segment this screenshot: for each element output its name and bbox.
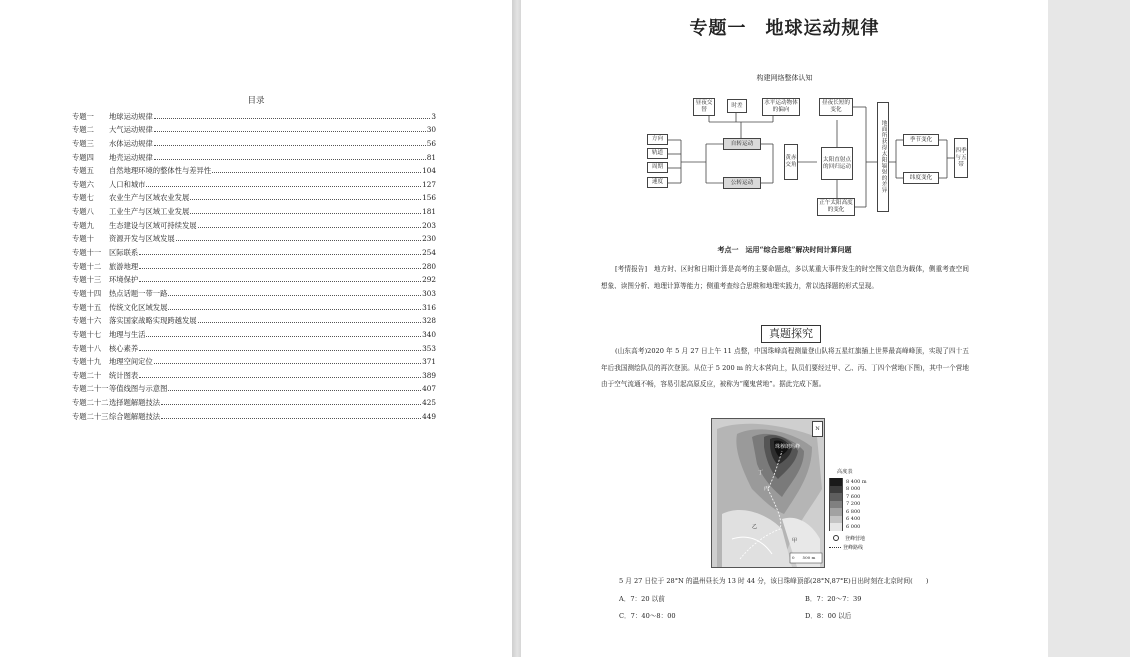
toc-chapter-number: 专题二十二: [72, 398, 109, 408]
toc-list: [72, 107, 436, 421]
camp-circle-icon: [833, 535, 839, 541]
toc-chapter-number: 专题四: [72, 152, 94, 162]
node-noon-altitude: 正午太阳高度的变化: [817, 198, 855, 216]
toc-chapter-number: 专题三: [72, 138, 94, 148]
toc-page-number: 425: [422, 398, 436, 408]
toc-page-number: 280: [422, 261, 436, 271]
toc-leader-dots: [139, 376, 421, 378]
elevation-shading: [712, 419, 824, 567]
chapter-title: 专题一 地球运动规律: [689, 18, 880, 39]
toc-chapter-number: 专题二十三: [72, 411, 109, 421]
toc-leader-dots: [198, 321, 422, 323]
toc-page-number: 104: [422, 166, 436, 176]
legend-level-label: 6 400: [846, 516, 861, 523]
toc-leader-dots: [139, 253, 421, 255]
toc-chapter-number: 专题十一: [72, 248, 102, 258]
toc-row[interactable]: [72, 366, 436, 380]
legend-level-label: 8 400 m: [846, 478, 867, 485]
toc-leader-dots: [190, 212, 421, 214]
node-rotation: 自转运动: [723, 138, 761, 150]
toc-chapter-number: 专题七: [72, 193, 94, 203]
legend-swatch: [829, 523, 843, 531]
camp-bing-label: 丙: [764, 486, 770, 492]
toc-page-number: 303: [422, 288, 436, 298]
toc-leader-dots: [168, 308, 421, 310]
toc-page-number: 407: [422, 384, 436, 394]
legend-level: [829, 493, 899, 501]
legend-swatch: [829, 508, 843, 516]
node-obliquity: 黄赤交角: [784, 144, 798, 180]
page-gap: [512, 0, 521, 657]
toc-row[interactable]: [72, 339, 436, 353]
toc-page-number: 340: [422, 329, 436, 339]
node-orbit: 轨道: [647, 148, 668, 159]
toc-page-number: 203: [422, 220, 436, 230]
toc-row[interactable]: [72, 230, 436, 244]
option-b: B．7：20～7：39: [805, 595, 862, 603]
legend-level-label: 7 600: [846, 493, 861, 500]
toc-row[interactable]: [72, 312, 436, 326]
legend-level: [829, 508, 899, 516]
toc-page-number: 181: [422, 207, 436, 217]
toc-chapter-number: 专题十七: [72, 329, 102, 339]
toc-page-number: 328: [422, 316, 436, 326]
toc-chapter-number: 专题二: [72, 125, 94, 135]
toc-chapter-title: 环境保护: [109, 275, 139, 285]
toc-chapter-number: 专题十四: [72, 288, 102, 298]
option-a: A．7：20 以前: [619, 595, 665, 603]
toc-chapter-number: 专题十九: [72, 357, 102, 367]
toc-chapter-number: 专题二十一: [72, 384, 109, 394]
toc-row[interactable]: [72, 271, 436, 285]
toc-chapter-title: 传统文化区域发展: [109, 302, 168, 312]
legend-level: [829, 501, 899, 509]
toc-chapter-title: 大气运动规律: [109, 125, 153, 135]
everest-map: [711, 418, 825, 568]
legend-level: [829, 486, 899, 494]
toc-row[interactable]: [72, 107, 436, 121]
node-latitude-change: 纬度变化: [903, 172, 939, 184]
legend-level-label: 7 200: [846, 501, 861, 508]
toc-page-number: 127: [422, 179, 436, 189]
toc-page-number: 156: [422, 193, 436, 203]
legend-level: [829, 516, 899, 524]
toc-chapter-title: 水体运动规律: [109, 138, 153, 148]
node-direct-point: 太阳直射点的回归运动: [821, 147, 853, 180]
toc-row[interactable]: [72, 175, 436, 189]
toc-chapter-number: 专题一: [72, 111, 94, 121]
toc-page-number: 30: [426, 125, 436, 135]
toc-page-number: 81: [426, 152, 436, 162]
node-four-seasons: 四季与五带: [954, 138, 968, 178]
toc-leader-dots: [146, 335, 421, 337]
toc-row[interactable]: [72, 121, 436, 135]
legend-swatch: [829, 516, 843, 524]
legend-level: [829, 523, 899, 531]
toc-chapter-title: 区际联系: [109, 248, 139, 258]
toc-chapter-number: 专题六: [72, 179, 94, 189]
legend-level-label: 6 800: [846, 508, 861, 515]
toc-leader-dots: [154, 158, 426, 160]
toc-leader-dots: [176, 239, 421, 241]
toc-page-number: 449: [422, 411, 436, 421]
camp-yi-label: 乙: [752, 524, 758, 530]
node-season: 季节变化: [903, 134, 939, 146]
toc-chapter-title: 落实国家战略实现跨越发展: [109, 316, 197, 326]
toc-leader-dots: [154, 117, 431, 119]
content-page: [521, 0, 1048, 657]
toc-chapter-number: 专题十五: [72, 302, 102, 312]
option-d: D．8：00 以后: [805, 612, 852, 620]
toc-row[interactable]: [72, 216, 436, 230]
toc-row[interactable]: [72, 243, 436, 257]
toc-page-number: 371: [422, 357, 436, 367]
toc-leader-dots: [154, 144, 426, 146]
toc-leader-dots: [198, 226, 422, 228]
toc-page-number: 292: [422, 275, 436, 285]
legend-swatch: [829, 486, 843, 494]
toc-chapter-title: 地壳运动规律: [109, 152, 153, 162]
toc-row[interactable]: [72, 298, 436, 312]
legend-swatch: [829, 493, 843, 501]
node-speed: 速度: [647, 177, 668, 188]
toc-leader-dots: [161, 417, 421, 419]
toc-leader-dots: [161, 403, 421, 405]
route-line-icon: [829, 547, 841, 548]
section-heading: 真题探究: [761, 325, 821, 343]
toc-page-number: 353: [422, 343, 436, 353]
toc-leader-dots: [168, 389, 421, 391]
map-legend: [829, 468, 899, 551]
toc-page-number: 316: [422, 302, 436, 312]
toc-row[interactable]: [72, 257, 436, 271]
node-revolution: 公转运动: [723, 177, 761, 189]
camp-ding-label: 丁: [758, 470, 764, 476]
legend-scale: [829, 478, 899, 531]
toc-title: 目录: [247, 96, 265, 106]
option-c: C．7：40～8：00: [619, 612, 676, 620]
toc-leader-dots: [139, 280, 421, 282]
node-day-length: 昼夜长短的变化: [819, 98, 853, 116]
toc-chapter-title: 农业生产与区域农业发展: [109, 193, 190, 203]
toc-row[interactable]: [72, 407, 436, 421]
toc-row[interactable]: [72, 380, 436, 394]
legend-level-label: 8 000: [846, 486, 861, 493]
legend-camp: 登峰营地: [829, 535, 899, 542]
toc-chapter-number: 专题十三: [72, 275, 102, 285]
exam-report: [考情报告] 地方时、区时和日期计算是高考的主要命题点，多以某重大事件发生的时空图文信息为载体，侧重考查空间想象、读图分析、地理计算等能力；侧重考查综合思维和地理实践力，常以选择题的形式呈现。: [601, 265, 969, 290]
question-intro: (山东高考)2020 年 5 月 27 日上午 11 点整，中国珠峰高程测量登山队将五星红旗插上世界最高峰峰顶，实现了四十五年后我国测绘队员的再次登顶。从位于 5 200 m 的大本营向上，队员们要经过甲、乙、丙、丁四个营地(下图)，其中一个营地由于空气流通不畅，容易引起高原反应，被称为“魔鬼营地”。据此完成下题。: [601, 347, 969, 388]
toc-row[interactable]: [72, 353, 436, 367]
toc-chapter-title: 选择题解题技法: [109, 398, 161, 408]
toc-leader-dots: [154, 362, 421, 364]
toc-chapter-number: 专题十二: [72, 261, 102, 271]
question-stem: 5 月 27 日位于 28°N 的温州昼长为 13 时 44 分，该日珠峰顶部(28°N,87°E)日出时刻在北京时间( ): [619, 577, 929, 585]
toc-chapter-number: 专题九: [72, 220, 94, 230]
toc-page-number: 230: [422, 234, 436, 244]
toc-chapter-title: 等值线图与示意图: [109, 384, 168, 394]
toc-leader-dots: [168, 294, 421, 296]
toc-chapter-title: 工业生产与区域工业发展: [109, 207, 190, 217]
peak-label: 珠穆朗玛峰: [775, 444, 801, 450]
legend-level: [829, 478, 899, 486]
toc-chapter-title: 自然地理环境的整体性与差异性: [109, 166, 212, 176]
legend-swatch: [829, 478, 843, 486]
camp-jia-label: 甲: [792, 538, 798, 544]
toc-row[interactable]: [72, 393, 436, 407]
toc-chapter-title: 热点话题一带一路: [109, 288, 168, 298]
toc-chapter-title: 地理与生活: [109, 329, 146, 339]
toc-chapter-title: 地球运动规律: [109, 111, 153, 121]
toc-row[interactable]: [72, 284, 436, 298]
toc-chapter-title: 生态建设与区域可持续发展: [109, 220, 197, 230]
toc-row[interactable]: [72, 189, 436, 203]
toc-chapter-number: 专题五: [72, 166, 94, 176]
legend-swatch: [829, 501, 843, 509]
toc-chapter-number: 专题八: [72, 207, 94, 217]
toc-page: [0, 0, 512, 657]
toc-chapter-title: 旅游地理: [109, 261, 139, 271]
toc-chapter-title: 统计图表: [109, 370, 139, 380]
toc-row[interactable]: [72, 134, 436, 148]
toc-chapter-title: 综合题解题技法: [109, 411, 161, 421]
node-period: 周期: [647, 162, 668, 173]
toc-row[interactable]: [72, 202, 436, 216]
toc-page-number: 254: [422, 248, 436, 258]
toc-leader-dots: [146, 185, 421, 187]
north-arrow-icon: N: [812, 421, 823, 437]
toc-page-number: 3: [431, 111, 436, 121]
node-solar-radiation: 地面所获得太阳辐射的差异: [877, 102, 889, 212]
legend-route: 登峰路线: [829, 544, 899, 551]
toc-leader-dots: [139, 267, 421, 269]
toc-page-number: 389: [422, 370, 436, 380]
toc-leader-dots: [139, 349, 421, 351]
exam-point-heading: 考点一 运用“综合思维”解决时间计算问题: [717, 245, 852, 254]
toc-leader-dots: [154, 130, 426, 132]
toc-chapter-number: 专题十: [72, 234, 94, 244]
node-time-diff: 时差: [727, 99, 747, 113]
toc-page-number: 56: [426, 138, 436, 148]
toc-leader-dots: [190, 198, 421, 200]
toc-chapter-title: 地理空间定位: [109, 357, 153, 367]
legend-title: 高度表: [837, 469, 853, 475]
map-scale: 0 500 m: [792, 555, 816, 560]
node-direction: 方向: [647, 134, 668, 145]
toc-leader-dots: [212, 171, 421, 173]
toc-row[interactable]: [72, 325, 436, 339]
toc-chapter-number: 专题十六: [72, 316, 102, 326]
toc-chapter-number: 专题十八: [72, 343, 102, 353]
toc-chapter-title: 核心素养: [109, 343, 139, 353]
toc-chapter-title: 资源开发与区域发展: [109, 234, 175, 244]
concept-diagram: [621, 92, 967, 222]
toc-row[interactable]: [72, 148, 436, 162]
legend-level-label: 6 000: [846, 523, 861, 530]
node-day-night: 昼夜交替: [693, 98, 715, 116]
toc-row[interactable]: [72, 162, 436, 176]
toc-chapter-title: 人口和城市: [109, 179, 146, 189]
diagram-title: 构建网络整体认知: [756, 74, 813, 82]
toc-chapter-number: 专题二十: [72, 370, 102, 380]
node-deflection: 水平运动物体的偏向: [762, 98, 800, 116]
